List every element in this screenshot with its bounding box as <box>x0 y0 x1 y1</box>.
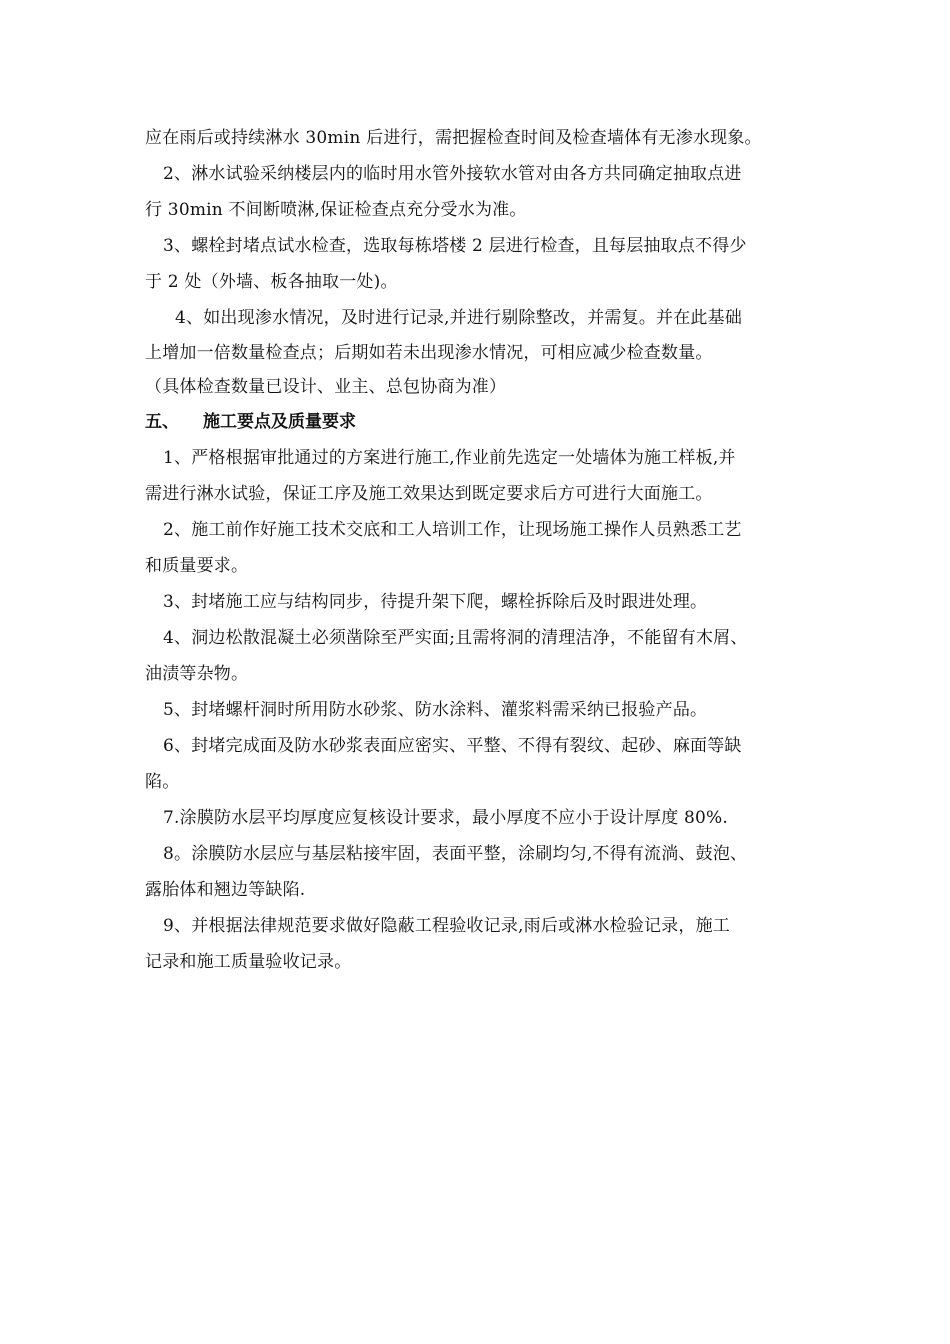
list-item-line: 陷。 <box>145 772 180 792</box>
list-item-line: 8。涂膜防水层应与基层粘接牢固，表面平整，涂刷均匀,不得有流淌、鼓泡、 <box>163 844 748 864</box>
section-number: 五、 <box>145 412 179 432</box>
list-item-line: 露胎体和翘边等缺陷. <box>145 880 306 900</box>
document-body <box>145 120 825 980</box>
list-item-line: 2、施工前作好施工技术交底和工人培训工作，让现场施工操作人员熟悉工艺 <box>163 520 742 540</box>
list-item-line: 需进行淋水试验，保证工序及施工效果达到既定要求后方可进行大面施工。 <box>145 484 713 504</box>
list-item-line: 记录和施工质量验收记录。 <box>145 952 352 972</box>
list-item-line: 和质量要求。 <box>145 556 249 576</box>
list-item-line: 油渍等杂物。 <box>145 664 249 684</box>
list-item-line: 3、封堵施工应与结构同步，待提升架下爬，螺栓拆除后及时跟进处理。 <box>163 592 708 612</box>
paragraph-line: 上增加一倍数量检查点；后期如若未出现渗水情况，可相应减少检查数量。 <box>145 343 713 363</box>
paragraph-line: 2、淋水试验采纳楼层内的临时用水管外接软水管对由各方共同确定抽取点进 <box>163 164 742 184</box>
paragraph-line: 4、如出现渗水情况，及时进行记录,并进行剔除整改，并需复。并在此基础 <box>175 308 743 328</box>
paragraph-line: 应在雨后或持续淋水 30min 后进行，需把握检查时间及检查墙体有无渗水现象。 <box>145 128 762 148</box>
section-heading <box>145 404 825 440</box>
list-item-line: 6、封堵完成面及防水砂浆表面应密实、平整、不得有裂纹、起砂、麻面等缺 <box>163 736 742 756</box>
list-item-line: 7.涂膜防水层平均厚度应复核设计要求，最小厚度不应小于设计厚度 80%. <box>163 808 729 828</box>
list-item-line: 5、封堵螺杆洞时所用防水砂浆、防水涂料、灌浆料需采纳已报验产品。 <box>163 700 708 720</box>
list-item-line: 9、并根据法律规范要求做好隐蔽工程验收记录,雨后或淋水检验记录，施工 <box>163 916 731 936</box>
paragraph-line: （具体检查数量已设计、业主、总包协商为准） <box>145 377 507 397</box>
section-title: 施工要点及质量要求 <box>203 412 356 432</box>
paragraph-line: 于 2 处（外墙、板各抽取一处)。 <box>145 272 398 292</box>
paragraph-line: 行 30min 不间断喷淋,保证检查点充分受水为准。 <box>145 200 527 220</box>
list-item-line: 1、严格根据审批通过的方案进行施工,作业前先选定一处墙体为施工样板,并 <box>163 448 736 468</box>
paragraph-line: 3、螺栓封堵点试水检查，选取每栋塔楼 2 层进行检查，且每层抽取点不得少 <box>163 236 747 256</box>
list-item-line: 4、洞边松散混凝土必须凿除至严实面;且需将洞的清理洁净，不能留有木屑、 <box>163 628 748 648</box>
